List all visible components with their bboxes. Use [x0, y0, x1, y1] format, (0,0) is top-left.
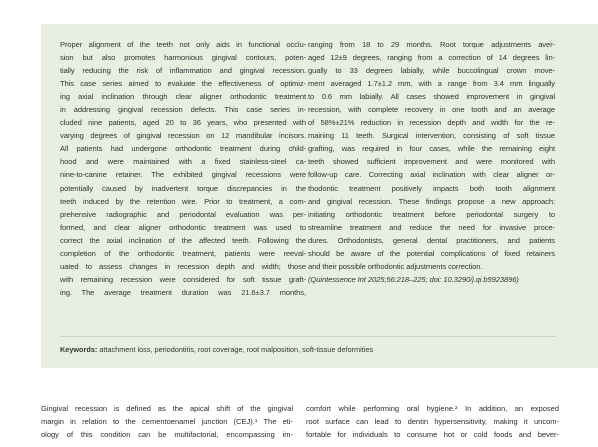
abstract-line: sion but also promotes harmonious gingival contours, poten-	[60, 53, 306, 63]
abstract-line: aged 12±9 degrees, ranging from a correction of 14 degrees lin-	[308, 53, 555, 63]
citation: (Quintessence Int 2025;56:218–225; doi: 10.3290/j.qi.b5923896)	[308, 274, 519, 284]
abstract-line: grafting, was required in four cases, while the remaining eight	[308, 144, 555, 154]
abstract-line: teeth induced by the retention wire. Prior to treatment, a com-	[60, 196, 306, 206]
abstract-line: should be aware of the potential complications of fixed retainers	[308, 248, 555, 258]
abstract-line: ment averaged 1.7±1.2 mm, with a range from 3.4 mm lingually	[308, 79, 555, 89]
body-left-column	[41, 402, 293, 442]
body-line: margin in relation to the cementoenamel junction (CEJ).¹ The eti-	[41, 417, 293, 427]
abstract-line: teeth showed sufficient improvement and were monitored with	[308, 157, 555, 167]
abstract-line: of 58%±21% reduction in recession depth and width for the re-	[308, 118, 555, 128]
body-line: fortable for individuals to consume hot or cold foods and bever-	[306, 430, 559, 440]
keywords-line	[60, 345, 373, 354]
body-line: root surface can lead to dentin hypersensitivity, making it uncom-	[306, 417, 559, 427]
abstract-line: dures. Orthodontists, general dental practitioners, and patients	[308, 235, 555, 245]
abstract-line: prehensive radiographic and periodontal evaluation was per-	[60, 209, 306, 219]
abstract-line: in addressing gingival recession defects. This case series in-	[60, 105, 306, 115]
abstract-line: and gingival recession. These findings propose a new approach:	[308, 196, 555, 206]
abstract-line: nine-to-canine retainer. The exhibited gingival recessions were	[60, 170, 306, 180]
keywords-divider	[60, 336, 556, 337]
abstract-line: with remaining recession were considered for soft tissue graft-	[60, 274, 306, 284]
abstract-line: ing. The average treatment duration was 21.6±3.7 months,	[60, 287, 306, 297]
abstract-line: initiating orthodontic treatment before periodontal surgery to	[308, 209, 555, 219]
keywords-label: Keywords:	[60, 345, 98, 354]
abstract-box	[41, 24, 598, 368]
abstract-right-column	[308, 38, 555, 286]
abstract-line: recession, with complete recovery in one tooth and an average	[308, 105, 555, 115]
abstract-line: and their possible orthodontic adjustments correction.	[308, 261, 483, 271]
abstract-line: gually to 33 degrees labially, while buccolingual crown move-	[308, 66, 555, 76]
abstract-line: correct the axial inclination of the affected teeth. Following the	[60, 235, 306, 245]
body-line: Gingival recession is defined as the apical shift of the gingival	[41, 404, 293, 413]
abstract-line: to 0.6 mm labially. All cases showed improvement in gingival	[308, 92, 555, 102]
abstract-line: ing axial inclination through clear aligner orthodontic treatment	[60, 92, 306, 102]
abstract-line: varying degrees of gingival recession on 12 mandibular incisors.	[60, 131, 306, 141]
abstract-line: Proper alignment of the teeth not only aids in functional occlu-	[60, 40, 306, 49]
abstract-line: cluded nine patients, aged 20 to 36 years, who presented with	[60, 118, 306, 128]
abstract-line: hood and were maintained with a fixed stainless-steel ca-	[60, 157, 306, 167]
abstract-line: All patients had undergone orthodontic treatment during child-	[60, 144, 306, 154]
abstract-line: formed, and clear aligner orthodontic treatment was used to	[60, 222, 306, 232]
abstract-line: tially reducing the risk of inflammation and gingival recession.	[60, 66, 306, 76]
abstract-line: uated to assess changes in recession depth and width; those	[60, 261, 306, 271]
abstract-line: follow-up care. Correcting axial inclination with clear aligner or-	[308, 170, 555, 180]
body-line: ology of this condition can be multifactorial, encompassing im-	[41, 430, 293, 440]
abstract-line: completion of the orthodontic treatment, patients were reeval-	[60, 248, 306, 258]
body-right-column	[306, 402, 559, 442]
abstract-line: streamline treatment and reduce the need for invasive proce-	[308, 222, 555, 232]
abstract-line: ranging from 18 to 29 months. Root torque adjustments aver-	[308, 40, 555, 49]
body-line: comfort while performing oral hygiene.² In addition, an exposed	[306, 404, 559, 413]
abstract-left-column	[60, 38, 306, 299]
abstract-line: This case series aimed to evaluate the effectiveness of optimiz-	[60, 79, 306, 89]
abstract-line: potentially caused by inadvertent torque discrepancies in the	[60, 183, 306, 193]
abstract-line: thodontic treatment positively impacts both tooth alignment	[308, 183, 555, 193]
abstract-line: maining 11 teeth. Surgical intervention, consisting of soft tissue	[308, 131, 555, 141]
keywords-text: attachment loss, periodontitis, root coverage, root malposition, soft-tissue deformities	[99, 345, 374, 354]
